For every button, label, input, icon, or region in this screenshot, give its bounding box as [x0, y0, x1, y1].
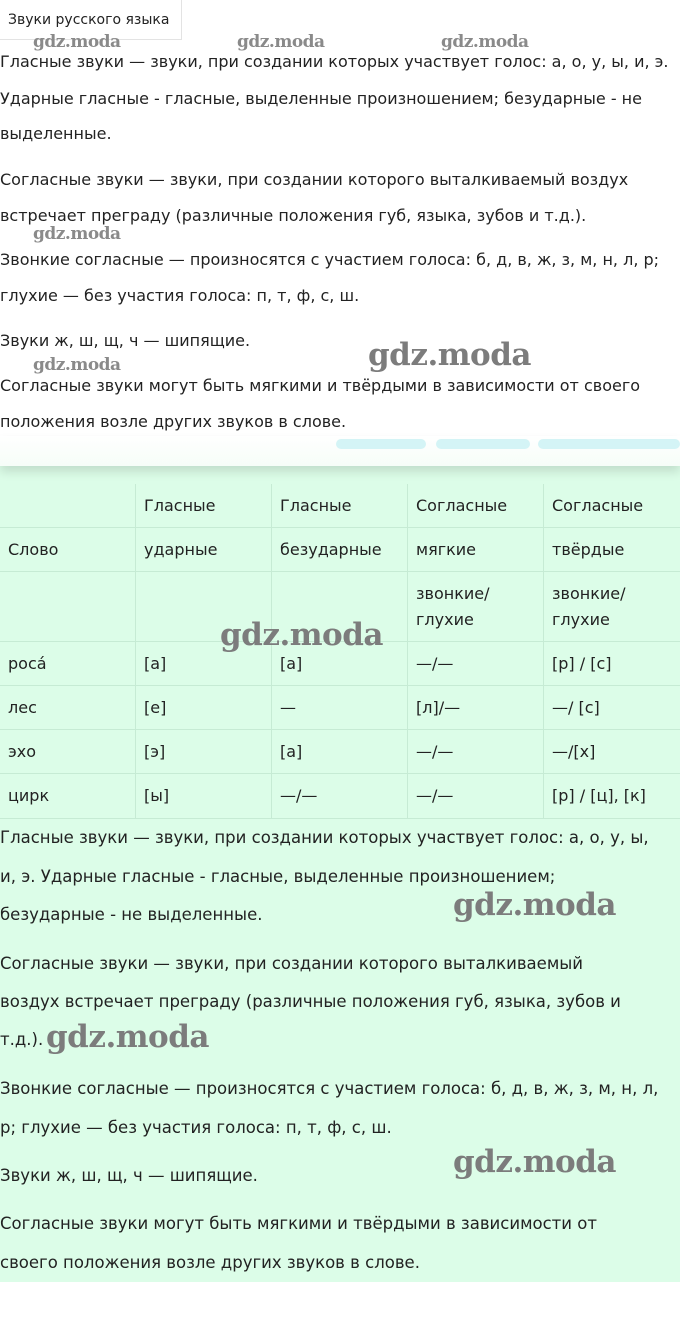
watermark: gdz.moda [441, 32, 529, 52]
table-header-cell [0, 572, 136, 642]
table-cell: —/— [408, 642, 544, 686]
text-line: Звуки ж, ш, щ, ч — шипящие. [0, 1166, 258, 1185]
text-line: р; глухие — без участия голоса: п, т, ф, с, ш. [0, 1118, 392, 1137]
text-line: выделенные. [0, 124, 112, 143]
table-cell: [л]/— [408, 686, 544, 730]
text-line: Гласные звуки — звуки, при создании которых участвует голос: а, о, у, ы, [0, 828, 649, 847]
table-header-cell: Согласные [544, 484, 680, 528]
table-cell: [е] [136, 686, 272, 730]
watermark: gdz.moda [33, 355, 121, 375]
table-cell: цирк [0, 774, 136, 819]
text-line: Согласные звуки — звуки, при создании которого выталкиваемый [0, 954, 584, 973]
text-line: Звонкие согласные — произносятся с участием голоса: б, д, в, ж, з, м, н, л, р; [0, 250, 660, 269]
table-header-cell: мягкие [408, 528, 544, 572]
decor-pill [436, 439, 530, 449]
table-header-cell: Слово [0, 528, 136, 572]
watermark: gdz.moda [368, 337, 531, 373]
text-line: встречает преграду (различные положения губ, языка, зубов и т.д.). [0, 206, 587, 225]
table-cell: [р] / [с] [544, 642, 680, 686]
text-line: Ударные гласные - гласные, выделенные произношением; безударные - не [0, 89, 642, 108]
text-line: глухие — без участия голоса: п, т, ф, с, ш. [0, 286, 360, 305]
table-header-cell: твёрдые [544, 528, 680, 572]
text-line: и, э. Ударные гласные - гласные, выделенные произношением; [0, 867, 556, 886]
watermark: gdz.moda [453, 1144, 616, 1180]
text-line: Звуки ж, ш, щ, ч — шипящие. [0, 331, 251, 350]
table-cell: [э] [136, 730, 272, 774]
text-line: безударные - не выделенные. [0, 905, 263, 924]
decor-pill [538, 439, 680, 449]
table-cell: лес [0, 686, 136, 730]
decor-pill [336, 439, 426, 449]
table-cell: [а] [272, 642, 408, 686]
table-cell: —/[х] [544, 730, 680, 774]
table-cell: [а] [136, 642, 272, 686]
table-cell: —/— [408, 730, 544, 774]
table-cell: [р] / [ц], [к] [544, 774, 680, 819]
text-line: Согласные звуки могут быть мягкими и твёрдыми в зависимости от [0, 1214, 597, 1233]
table-header-cell: Согласные [408, 484, 544, 528]
table-cell: —/— [408, 774, 544, 819]
table-header-cell: звонкие/ глухие [408, 572, 544, 642]
text-line: своего положения возле других звуков в слове. [0, 1253, 420, 1272]
text-line: Гласные звуки — звуки, при создании которых участвует голос: а, о, у, ы, и, э. [0, 52, 669, 71]
watermark: gdz.moda [33, 32, 121, 52]
watermark: gdz.moda [453, 887, 616, 923]
text-line: т.д.). [0, 1030, 44, 1049]
section-title: Звуки русского языка [8, 12, 170, 28]
table-cell: [ы] [136, 774, 272, 819]
text-line: Звонкие согласные — произносятся с участием голоса: б, д, в, ж, з, м, н, л, [0, 1079, 659, 1098]
watermark: gdz.moda [46, 1019, 209, 1055]
watermark: gdz.moda [33, 224, 121, 244]
table-cell: —/ [с] [544, 686, 680, 730]
table-cell: эхо [0, 730, 136, 774]
watermark: gdz.moda [237, 32, 325, 52]
table-cell: —/— [272, 774, 408, 819]
table-header-cell: Гласные [272, 484, 408, 528]
table-cell: [а] [272, 730, 408, 774]
table-header-cell [0, 484, 136, 528]
table-header-cell: Гласные [136, 484, 272, 528]
text-line: положения возле других звуков в слове. [0, 412, 347, 431]
table-cell: — [272, 686, 408, 730]
watermark: gdz.moda [220, 617, 383, 653]
text-line: Согласные звуки могут быть мягкими и твёрдыми в зависимости от своего [0, 376, 641, 395]
table-header-cell: безударные [272, 528, 408, 572]
table-cell: роса́ [0, 642, 136, 686]
text-line: воздух встречает преграду (различные положения губ, языка, зубов и [0, 992, 621, 1011]
table-header-cell: ударные [136, 528, 272, 572]
text-line: Согласные звуки — звуки, при создании которого выталкиваемый воздух [0, 170, 629, 189]
table-header-cell: звонкие/ глухие [544, 572, 680, 642]
